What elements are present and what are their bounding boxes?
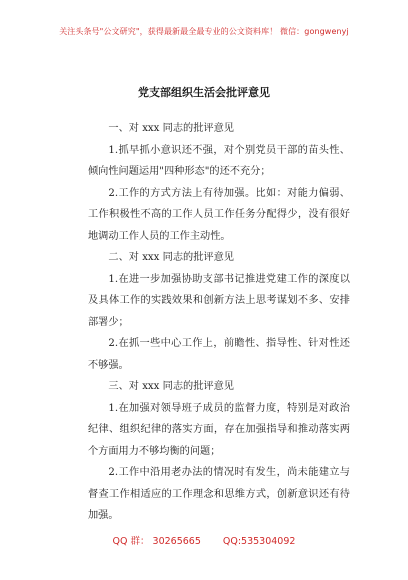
section-heading-1: 一、对 xxx 同志的批评意见 (108, 123, 234, 134)
footer-qq-group: QQ 群： 30265665 (112, 536, 201, 547)
paragraph: 2.在抓一些中心工作上，前瞻性、指导性、针对性还不够强。 (88, 338, 350, 371)
document-title: 党支部组织生活会批评意见 (138, 86, 270, 99)
footer-qq-number: QQ:535304092 (222, 536, 296, 547)
section-heading-3: 三、对 xxx 同志的批评意见 (108, 381, 234, 392)
header-banner: 关注头条号"公文研究"，获得最新最全最专业的公文资料库！ 微信：gongwenyj (59, 27, 349, 36)
paragraph: 2.工作的方式方法上有待加强。比如：对能力偏弱、工作积极性不高的工作人员工作任务分配得少，没有很好地调动工作人员的工作主动性。 (88, 187, 350, 242)
footer-contact (0, 533, 408, 547)
paragraph: 1.在进一步加强协助支部书记推进党建工作的深度以及具体工作的实践效果和创新方法上思考谋划不多、安排部署少； (88, 273, 350, 328)
paragraph: 1.在加强对领导班子成员的监督力度，特别是对政治纪律、组织纪律的落实方面，存在加强指导和推动落实两个方面用力不够均衡的问题； (88, 402, 350, 457)
section-heading-2: 二、对 xxx 同志的批评意见 (108, 252, 234, 263)
paragraph: 2.工作中沿用老办法的情况时有发生，尚未能建立与督查工作相适应的工作理念和思维方式，创新意识还有待加强。 (88, 467, 350, 521)
paragraph: 1.抓早抓小意识还不强，对个别党员干部的苗头性、倾向性问题运用"四种形态"的还不充分； (88, 144, 350, 177)
document-body (88, 118, 350, 527)
